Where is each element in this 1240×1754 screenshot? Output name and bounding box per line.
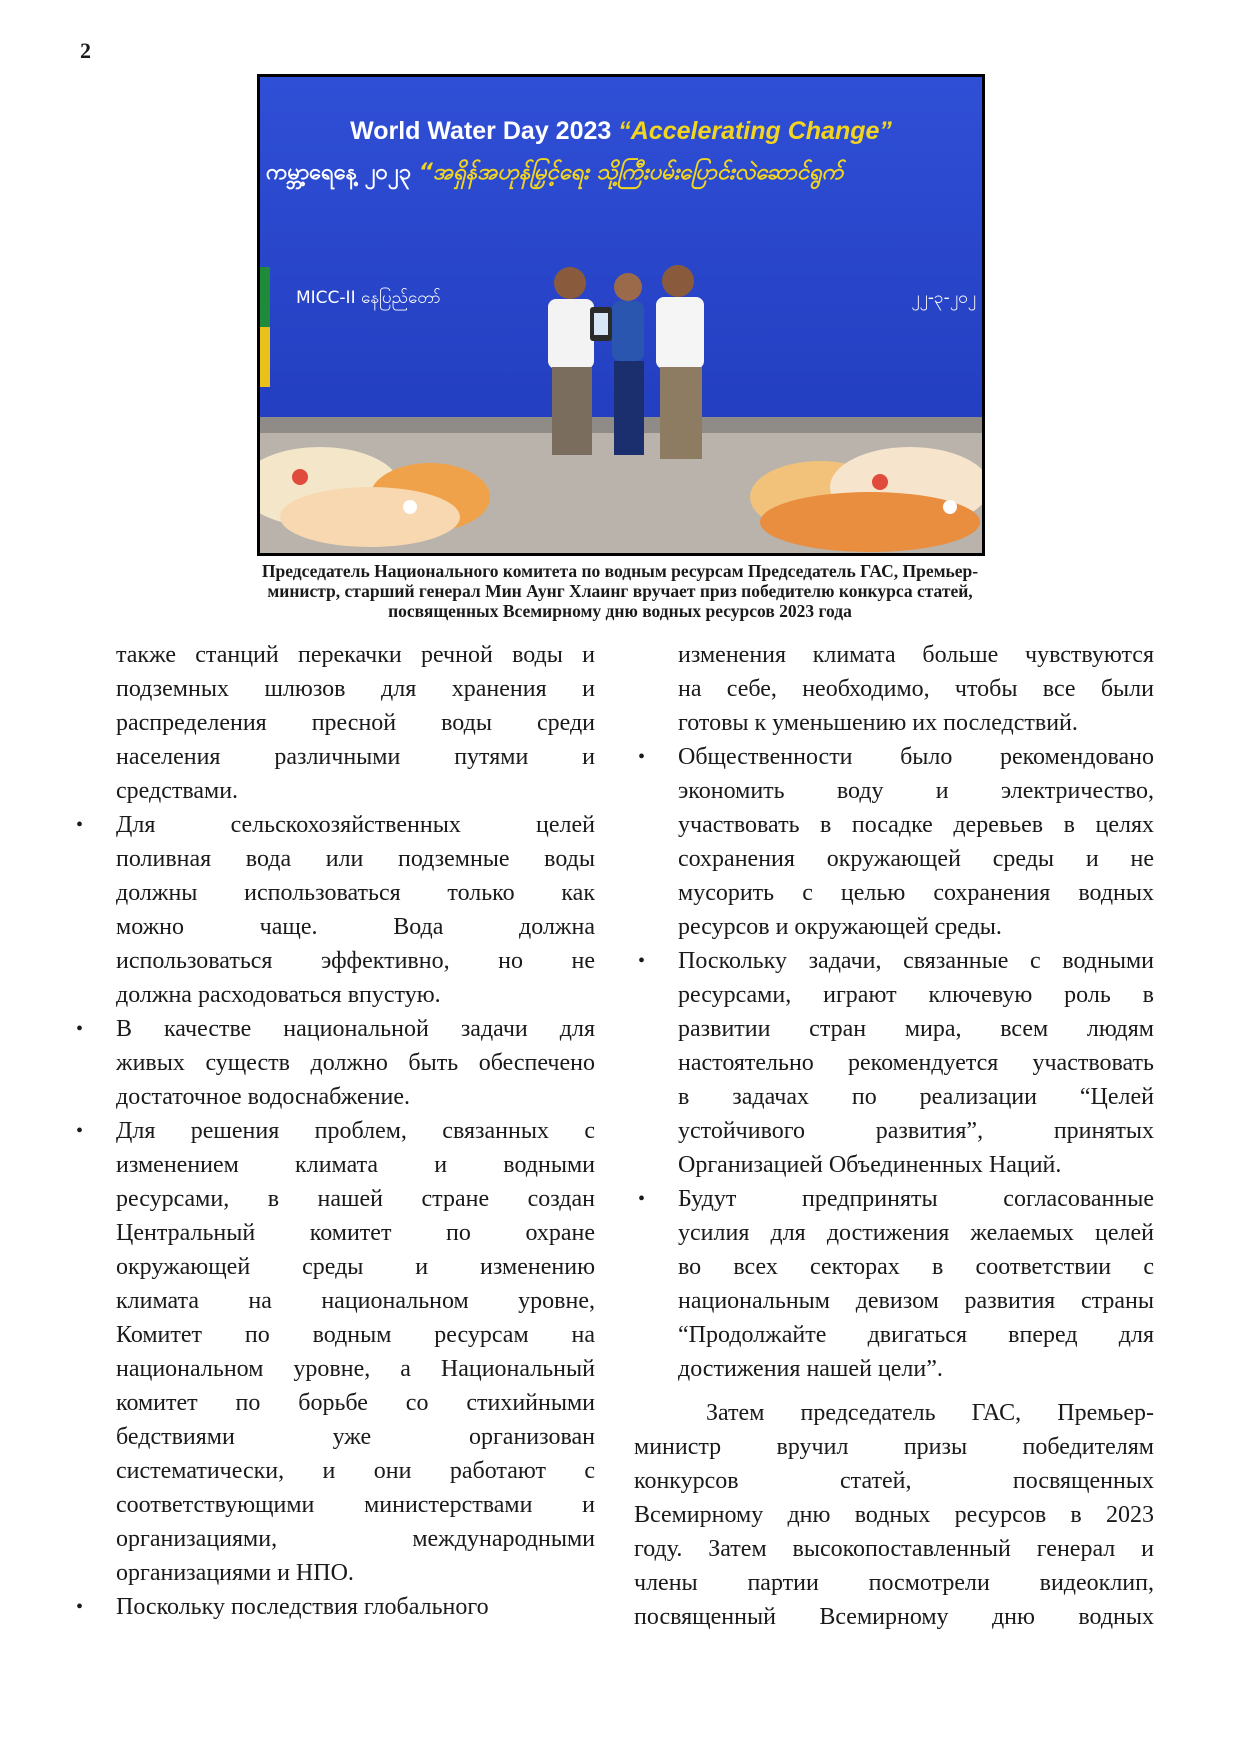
text-line: готовы к уменьшению их последствий. — [678, 710, 1078, 736]
text-line: организациями и НПО. — [116, 1560, 354, 1586]
text-line: Будут предприняты согласованные — [678, 1186, 1154, 1212]
text-line: мусорить с целью сохранения водных — [678, 880, 1154, 906]
text-line: Для сельскохозяйственных целей — [116, 812, 595, 838]
bullet-text — [116, 808, 595, 1012]
page-number: 2 — [80, 38, 91, 63]
text-line: бедствиями уже организован — [116, 1424, 595, 1450]
text-line: должны использоваться только как — [116, 880, 595, 906]
text-line: Поскольку последствия глобального — [116, 1594, 489, 1620]
photo-caption — [160, 561, 1080, 621]
bullet-item — [634, 740, 1154, 944]
bullet-text — [116, 1114, 595, 1590]
paragraph-text — [678, 638, 1154, 740]
text-line: посвященный Всемирному дню водных — [634, 1604, 1154, 1630]
text-line: В качестве национальной задачи для — [116, 1016, 595, 1042]
text-line: развитии стран мира, всем людям — [678, 1016, 1154, 1042]
text-line: Комитет по водным ресурсам на — [116, 1322, 595, 1348]
bullet-text — [678, 740, 1154, 944]
text-line: Затем председатель ГАС, Премьер- — [706, 1400, 1154, 1426]
text-line: Для решения проблем, связанных с — [116, 1118, 595, 1144]
text-line: экономить воду и электричество, — [678, 778, 1154, 804]
text-line: также станций перекачки речной воды и — [116, 642, 595, 668]
bullet-icon: • — [76, 1120, 84, 1142]
text-line: поливная вода или подземные воды — [116, 846, 595, 872]
text-line: подземных шлюзов для хранения и — [116, 676, 595, 702]
text-line: ресурсами, в нашей стране создан — [116, 1186, 595, 1212]
text-line: систематически, и они работают с — [116, 1458, 595, 1484]
text-line: Всемирному дню водных ресурсов в 2023 — [634, 1502, 1154, 1528]
caption-line: Председатель Национального комитета по водным ресурсам Председатель ГАС, Премьер- — [261, 561, 979, 581]
text-line: Центральный комитет по охране — [116, 1220, 595, 1246]
text-line: в задачах по реализации “Целей — [678, 1084, 1154, 1110]
text-line: организациями, международными — [116, 1526, 595, 1552]
text-line: устойчивого развития”, принятых — [678, 1118, 1154, 1144]
paragraph-text — [116, 638, 595, 808]
text-line: году. Затем высокопоставленный генерал и — [634, 1536, 1154, 1562]
text-line: изменением климата и водными — [116, 1152, 595, 1178]
bullet-icon: • — [76, 814, 84, 836]
bullet-icon: • — [638, 950, 646, 972]
bullet-item — [72, 808, 595, 1012]
text-line: усилия для достижения желаемых целей — [678, 1220, 1154, 1246]
text-line: Поскольку задачи, связанные с водными — [678, 948, 1154, 974]
text-line: ресурсов и окружающей среды. — [678, 914, 1002, 940]
text-line: изменения климата больше чувствуются — [678, 642, 1154, 668]
banner-date: ၂၂-၃-၂၀၂ — [911, 288, 976, 308]
text-line: достижения нашей цели”. — [678, 1356, 943, 1382]
bullet-item — [634, 1182, 1154, 1386]
text-line: использоваться эффективно, но не — [116, 948, 595, 974]
text-line: во всех секторах в соответствии с — [678, 1254, 1154, 1280]
text-line: национальным девизом развития страны — [678, 1288, 1154, 1314]
banner-title-english: World Water Day 2023 “Accelerating Change” — [350, 117, 892, 145]
bullet-icon: • — [638, 1188, 646, 1210]
text-line: настоятельно рекомендуется участвовать — [678, 1050, 1154, 1076]
bullet-item — [72, 1114, 595, 1590]
text-line: можно чаще. Вода должна — [116, 914, 595, 940]
bullet-icon: • — [76, 1596, 84, 1618]
bullet-text — [678, 944, 1154, 1182]
text-line: комитет по борьбе со стихийными — [116, 1390, 595, 1416]
banner-title-myanmar: ကမ္ဘာ့ရေနေ့ ၂၀၂၃ “အရှိန်အဟုန်မြှင့်ရေး သို့ကြီးပမ်းပြောင်းလဲဆောင်ရွက် — [266, 160, 844, 185]
text-line: ресурсами, играют ключевую роль в — [678, 982, 1154, 1008]
bullet-icon: • — [638, 746, 646, 768]
text-line: на себе, необходимо, чтобы все были — [678, 676, 1154, 702]
text-line: Организацией Объединенных Наций. — [678, 1152, 1062, 1178]
text-line: достаточное водоснабжение. — [116, 1084, 410, 1110]
text-line: министр вручил призы победителям — [634, 1434, 1154, 1460]
continued-paragraph — [634, 638, 1154, 740]
banner-venue: MICC-II နေပြည်တော် — [296, 288, 441, 308]
bullet-item — [634, 944, 1154, 1182]
continued-paragraph — [72, 638, 595, 808]
text-line: живых существ должно быть обеспечено — [116, 1050, 595, 1076]
text-line: сохранения окружающей среды и не — [678, 846, 1154, 872]
event-photo — [257, 74, 985, 556]
text-line: “Продолжайте двигаться вперед для — [678, 1322, 1154, 1348]
right-column — [634, 638, 1154, 1634]
bullet-text — [678, 1182, 1154, 1386]
text-line: конкурсов статей, посвященных — [634, 1468, 1154, 1494]
text-line: национальном уровне, а Национальный — [116, 1356, 595, 1382]
caption-line: посвященных Всемирному дню водных ресурсов 2023 года — [388, 601, 852, 621]
text-line: окружающей среды и изменению — [116, 1254, 595, 1280]
caption-line: министр, старший генерал Мин Аунг Хлаинг вручает приз победителю конкурса статей, — [267, 581, 973, 601]
text-line: населения различными путями и — [116, 744, 595, 770]
left-column — [72, 638, 595, 1624]
text-line: соответствующими министерствами и — [116, 1492, 595, 1518]
text-line: Общественности было рекомендовано — [678, 744, 1154, 770]
bullet-icon: • — [76, 1018, 84, 1040]
bullet-item — [72, 1012, 595, 1114]
text-line: члены партии посмотрели видеоклип, — [634, 1570, 1154, 1596]
bullet-text — [116, 1590, 595, 1624]
text-line: должна расходоваться впустую. — [116, 982, 441, 1008]
text-line: участвовать в посадке деревьев в целях — [678, 812, 1154, 838]
closing-paragraph — [634, 1396, 1154, 1634]
text-line: средствами. — [116, 778, 239, 804]
text-line: климата на национальном уровне, — [116, 1288, 595, 1314]
bullet-text — [116, 1012, 595, 1114]
bullet-item — [72, 1590, 595, 1624]
event-photo-illustration — [260, 77, 982, 553]
text-line: распределения пресной воды среди — [116, 710, 595, 736]
